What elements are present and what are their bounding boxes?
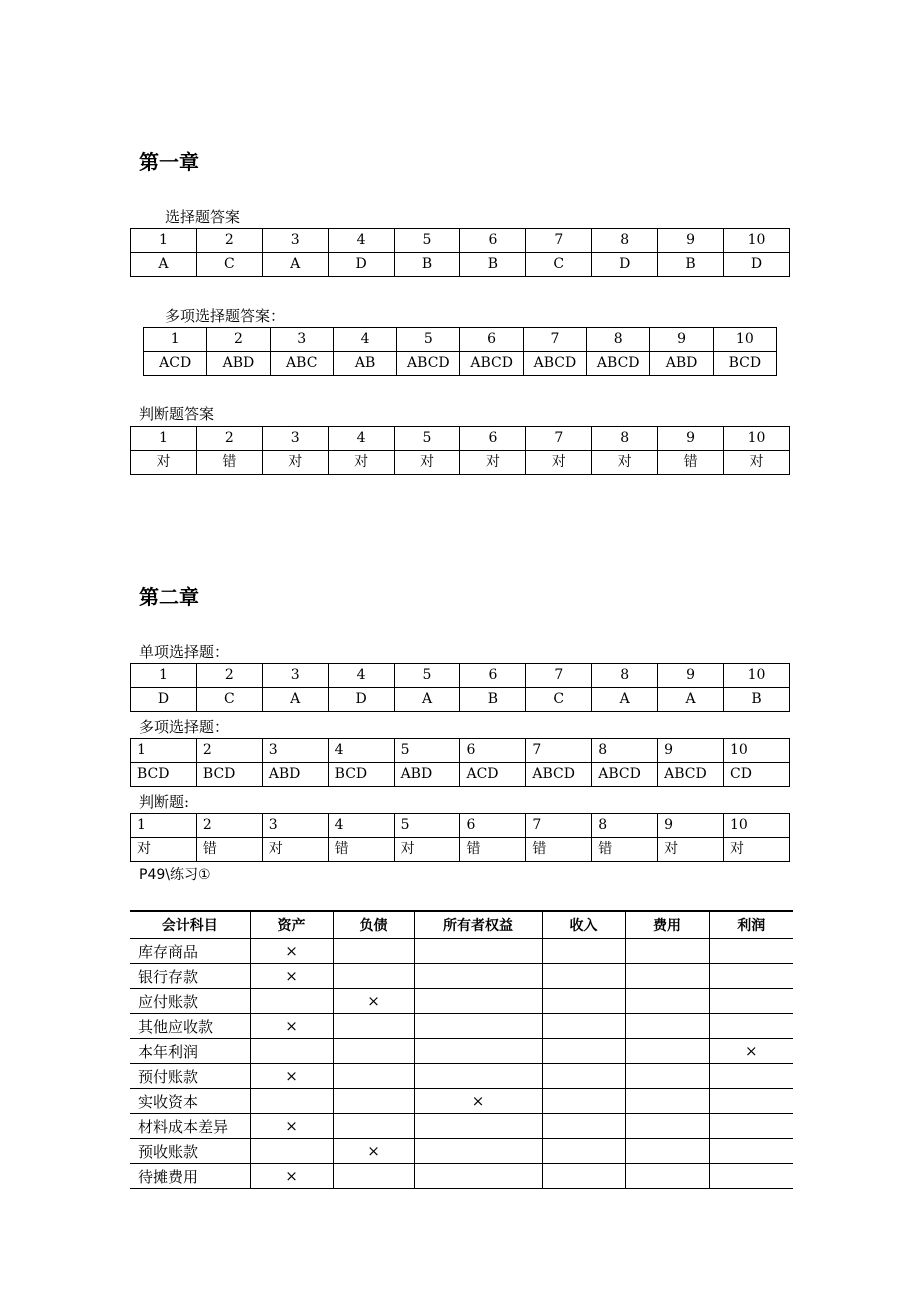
- empty-cell: [625, 989, 709, 1014]
- answer-cell: 对: [592, 451, 658, 475]
- answer-cell: ABCD: [460, 352, 523, 376]
- question-number: 1: [131, 229, 197, 253]
- question-number: 10: [724, 427, 790, 451]
- empty-cell: [709, 1164, 793, 1189]
- ch2-judge-table: [130, 813, 790, 862]
- empty-cell: [709, 939, 793, 964]
- empty-cell: [414, 1139, 542, 1164]
- answer-row: [131, 763, 790, 787]
- empty-cell: [542, 1139, 625, 1164]
- column-header: 收入: [542, 911, 625, 939]
- empty-cell: [414, 1014, 542, 1039]
- answer-cell: D: [724, 253, 790, 277]
- empty-cell: [625, 1114, 709, 1139]
- question-number: 7: [526, 427, 592, 451]
- question-number: 2: [196, 814, 262, 838]
- question-number: 10: [713, 328, 776, 352]
- question-number: 8: [587, 328, 650, 352]
- answer-cell: BCD: [713, 352, 776, 376]
- answer-cell: ABCD: [523, 352, 586, 376]
- answer-cell: ABCD: [526, 763, 592, 787]
- question-number: 5: [394, 739, 460, 763]
- question-number: 4: [328, 664, 394, 688]
- question-number: 1: [131, 739, 197, 763]
- ch2-multi-label: 多项选择题：: [139, 718, 230, 736]
- table-row: [130, 1014, 793, 1039]
- account-name: 待摊费用: [130, 1164, 250, 1189]
- classification-mark: ×: [333, 989, 414, 1014]
- account-name: 本年利润: [130, 1039, 250, 1064]
- ch1-single-table: [130, 228, 790, 277]
- question-number: 2: [196, 739, 262, 763]
- account-classification-table: [130, 910, 793, 1189]
- answer-cell: B: [658, 253, 724, 277]
- question-number: 8: [592, 427, 658, 451]
- empty-cell: [414, 989, 542, 1014]
- question-number: 4: [328, 814, 394, 838]
- answer-cell: CD: [724, 763, 790, 787]
- empty-cell: [625, 1064, 709, 1089]
- empty-cell: [542, 939, 625, 964]
- answer-cell: 对: [394, 838, 460, 862]
- classification-mark: ×: [250, 1064, 333, 1089]
- question-number: 1: [131, 814, 197, 838]
- answer-cell: ABC: [270, 352, 333, 376]
- question-number: 7: [526, 739, 592, 763]
- answer-cell: 对: [131, 451, 197, 475]
- empty-cell: [709, 1089, 793, 1114]
- ch1-multi-table: [143, 327, 777, 376]
- empty-cell: [542, 1114, 625, 1139]
- answer-cell: A: [592, 688, 658, 712]
- empty-cell: [250, 1039, 333, 1064]
- empty-cell: [709, 964, 793, 989]
- question-number: 4: [328, 427, 394, 451]
- answer-cell: C: [526, 253, 592, 277]
- answer-cell: 错: [328, 838, 394, 862]
- answer-row: [144, 352, 777, 376]
- answer-cell: 错: [460, 838, 526, 862]
- answer-cell: A: [658, 688, 724, 712]
- empty-cell: [542, 1089, 625, 1114]
- question-number: 6: [460, 664, 526, 688]
- question-number: 6: [460, 229, 526, 253]
- account-name: 预付账款: [130, 1064, 250, 1089]
- answer-cell: D: [592, 253, 658, 277]
- answer-cell: B: [394, 253, 460, 277]
- question-number: 3: [262, 229, 328, 253]
- question-number: 10: [724, 664, 790, 688]
- answer-cell: AB: [333, 352, 396, 376]
- question-number: 9: [658, 814, 724, 838]
- table-row: [130, 1114, 793, 1139]
- question-number: 6: [460, 328, 523, 352]
- answer-row: [131, 451, 790, 475]
- question-number: 5: [394, 427, 460, 451]
- answer-cell: B: [460, 253, 526, 277]
- ch1-single-label: 选择题答案: [165, 208, 241, 226]
- empty-cell: [414, 1114, 542, 1139]
- answer-cell: ABD: [650, 352, 713, 376]
- question-number: 5: [394, 814, 460, 838]
- question-number: 5: [394, 664, 460, 688]
- empty-cell: [709, 1014, 793, 1039]
- ch1-judge-table: [130, 426, 790, 475]
- table-row: [130, 1064, 793, 1089]
- question-number: 3: [262, 664, 328, 688]
- classification-mark: ×: [709, 1039, 793, 1064]
- empty-cell: [414, 939, 542, 964]
- question-number: 9: [658, 229, 724, 253]
- question-number: 10: [724, 739, 790, 763]
- empty-cell: [333, 1064, 414, 1089]
- answer-cell: 对: [262, 838, 328, 862]
- table-row: [130, 1164, 793, 1189]
- answer-cell: 对: [131, 838, 197, 862]
- empty-cell: [709, 1064, 793, 1089]
- empty-cell: [542, 1039, 625, 1064]
- question-number: 1: [144, 328, 207, 352]
- question-number: 8: [592, 739, 658, 763]
- table-row: [130, 939, 793, 964]
- question-number: 7: [526, 229, 592, 253]
- question-number: 5: [397, 328, 460, 352]
- answer-cell: D: [131, 688, 197, 712]
- question-number: 7: [526, 814, 592, 838]
- empty-cell: [542, 1064, 625, 1089]
- empty-cell: [333, 1014, 414, 1039]
- question-number: 3: [262, 427, 328, 451]
- answer-cell: ACD: [460, 763, 526, 787]
- answer-cell: ABCD: [592, 763, 658, 787]
- account-name: 材料成本差异: [130, 1114, 250, 1139]
- answer-cell: 对: [526, 451, 592, 475]
- column-header: 所有者权益: [414, 911, 542, 939]
- question-number: 3: [262, 739, 328, 763]
- question-number-row: [131, 814, 790, 838]
- question-number: 8: [592, 664, 658, 688]
- account-name: 银行存款: [130, 964, 250, 989]
- answer-cell: B: [460, 688, 526, 712]
- answer-cell: ABD: [262, 763, 328, 787]
- column-header: 会计科目: [130, 911, 250, 939]
- classification-mark: ×: [250, 1114, 333, 1139]
- empty-cell: [542, 989, 625, 1014]
- table-row: [130, 964, 793, 989]
- table-row: [130, 1039, 793, 1064]
- column-header: 资产: [250, 911, 333, 939]
- question-number: 4: [328, 229, 394, 253]
- question-number: 1: [131, 664, 197, 688]
- question-number: 9: [650, 328, 713, 352]
- ch2-single-table: [130, 663, 790, 712]
- answer-cell: ACD: [144, 352, 207, 376]
- answer-cell: 错: [592, 838, 658, 862]
- empty-cell: [542, 1014, 625, 1039]
- empty-cell: [625, 1014, 709, 1039]
- answer-cell: 对: [262, 451, 328, 475]
- answer-cell: ABCD: [587, 352, 650, 376]
- question-number: 7: [523, 328, 586, 352]
- answer-cell: 错: [526, 838, 592, 862]
- question-number-row: [131, 427, 790, 451]
- question-number: 6: [460, 427, 526, 451]
- answer-cell: D: [328, 253, 394, 277]
- classification-mark: ×: [250, 939, 333, 964]
- answer-cell: 对: [328, 451, 394, 475]
- question-number: 2: [196, 229, 262, 253]
- question-number-row: [131, 664, 790, 688]
- answer-cell: C: [196, 688, 262, 712]
- question-number: 4: [328, 739, 394, 763]
- column-header: 费用: [625, 911, 709, 939]
- answer-cell: A: [394, 688, 460, 712]
- empty-cell: [333, 1114, 414, 1139]
- answer-cell: ABD: [207, 352, 270, 376]
- answer-cell: BCD: [328, 763, 394, 787]
- column-header: 利润: [709, 911, 793, 939]
- classification-mark: ×: [250, 1164, 333, 1189]
- table-row: [130, 1139, 793, 1164]
- answer-cell: C: [196, 253, 262, 277]
- ch2-judge-label: 判断题:: [139, 793, 190, 811]
- answer-cell: 错: [196, 451, 262, 475]
- question-number: 9: [658, 739, 724, 763]
- question-number: 4: [333, 328, 396, 352]
- empty-cell: [709, 1114, 793, 1139]
- question-number: 7: [526, 664, 592, 688]
- empty-cell: [333, 939, 414, 964]
- answer-cell: 对: [394, 451, 460, 475]
- answer-cell: 对: [658, 838, 724, 862]
- empty-cell: [625, 1139, 709, 1164]
- ch2-multi-table: [130, 738, 790, 787]
- question-number: 2: [196, 427, 262, 451]
- empty-cell: [414, 1039, 542, 1064]
- empty-cell: [709, 1139, 793, 1164]
- question-number: 2: [207, 328, 270, 352]
- empty-cell: [250, 989, 333, 1014]
- empty-cell: [709, 989, 793, 1014]
- question-number-row: [144, 328, 777, 352]
- answer-row: [131, 688, 790, 712]
- empty-cell: [414, 1164, 542, 1189]
- account-name: 预收账款: [130, 1139, 250, 1164]
- answer-cell: A: [131, 253, 197, 277]
- answer-cell: 错: [196, 838, 262, 862]
- empty-cell: [625, 939, 709, 964]
- answer-cell: 对: [724, 838, 790, 862]
- column-header: 负债: [333, 911, 414, 939]
- empty-cell: [333, 1164, 414, 1189]
- question-number: 10: [724, 229, 790, 253]
- answer-cell: BCD: [196, 763, 262, 787]
- answer-cell: 错: [658, 451, 724, 475]
- question-number: 10: [724, 814, 790, 838]
- question-number: 3: [270, 328, 333, 352]
- answer-cell: A: [262, 688, 328, 712]
- empty-cell: [625, 1164, 709, 1189]
- answer-cell: ABD: [394, 763, 460, 787]
- answer-row: [131, 253, 790, 277]
- account-name: 实收资本: [130, 1089, 250, 1114]
- table-row: [130, 1089, 793, 1114]
- answer-cell: 对: [724, 451, 790, 475]
- question-number-row: [131, 739, 790, 763]
- empty-cell: [414, 1064, 542, 1089]
- answer-cell: B: [724, 688, 790, 712]
- empty-cell: [333, 1039, 414, 1064]
- table-row: [130, 989, 793, 1014]
- chapter1-title: 第一章: [139, 150, 199, 174]
- answer-cell: ABCD: [397, 352, 460, 376]
- answer-cell: A: [262, 253, 328, 277]
- classification-mark: ×: [414, 1089, 542, 1114]
- empty-cell: [625, 964, 709, 989]
- question-number: 9: [658, 664, 724, 688]
- question-number: 1: [131, 427, 197, 451]
- empty-cell: [542, 1164, 625, 1189]
- question-number: 9: [658, 427, 724, 451]
- question-number: 5: [394, 229, 460, 253]
- answer-cell: BCD: [131, 763, 197, 787]
- account-name: 其他应收款: [130, 1014, 250, 1039]
- question-number: 8: [592, 229, 658, 253]
- answer-cell: C: [526, 688, 592, 712]
- account-name: 应付账款: [130, 989, 250, 1014]
- classification-mark: ×: [250, 1014, 333, 1039]
- empty-cell: [542, 964, 625, 989]
- question-number: 3: [262, 814, 328, 838]
- ch2-single-label: 单项选择题：: [139, 643, 230, 661]
- empty-cell: [250, 1139, 333, 1164]
- question-number: 2: [196, 664, 262, 688]
- answer-cell: D: [328, 688, 394, 712]
- account-name: 库存商品: [130, 939, 250, 964]
- classification-mark: ×: [250, 964, 333, 989]
- empty-cell: [625, 1039, 709, 1064]
- empty-cell: [250, 1089, 333, 1114]
- empty-cell: [333, 964, 414, 989]
- answer-cell: ABCD: [658, 763, 724, 787]
- answer-row: [131, 838, 790, 862]
- exercise-ref: P49\练习①: [139, 867, 211, 883]
- ch1-multi-label: 多项选择题答案：: [165, 307, 286, 325]
- question-number: 6: [460, 739, 526, 763]
- ch1-judge-label: 判断题答案: [139, 405, 215, 423]
- question-number-row: [131, 229, 790, 253]
- empty-cell: [333, 1089, 414, 1114]
- question-number: 6: [460, 814, 526, 838]
- empty-cell: [414, 964, 542, 989]
- answer-cell: 对: [460, 451, 526, 475]
- classification-mark: ×: [333, 1139, 414, 1164]
- empty-cell: [625, 1089, 709, 1114]
- question-number: 8: [592, 814, 658, 838]
- chapter2-title: 第二章: [139, 585, 199, 609]
